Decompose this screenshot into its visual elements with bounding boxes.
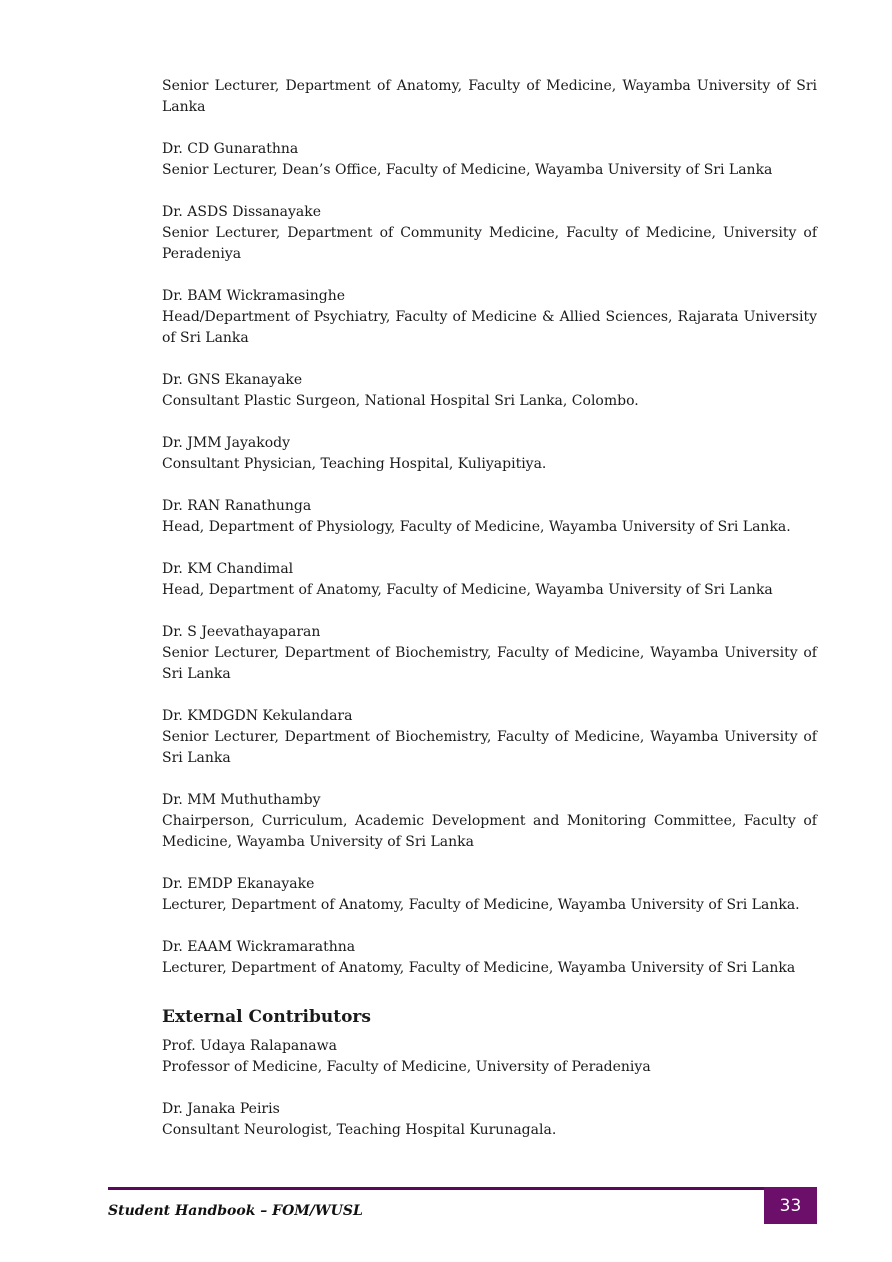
contributor-affiliation: Senior Lecturer, Dean’s Office, Faculty of Medicine, Wayamba University of Sri Lanka xyxy=(162,162,773,178)
contributor-entry xyxy=(162,286,817,349)
contributor-affiliation: Chairperson, Curriculum, Academic Development and Monitoring Committee, Faculty of Medicine, Wayamba University of Sri Lanka xyxy=(162,813,817,850)
page-content xyxy=(162,76,817,1162)
contributor-entry xyxy=(162,433,817,475)
contributor-name: Dr. KMDGDN Kekulandara xyxy=(162,708,353,724)
contributor-entry xyxy=(162,622,817,685)
contributor-entry xyxy=(162,874,817,916)
contributor-name: Dr. S Jeevathayaparan xyxy=(162,624,321,640)
contributor-entry xyxy=(162,937,817,979)
contributor-affiliation: Lecturer, Department of Anatomy, Faculty of Medicine, Wayamba University of Sri Lanka xyxy=(162,960,796,976)
footer-rule xyxy=(108,1187,764,1190)
contributor-affiliation: Consultant Plastic Surgeon, National Hospital Sri Lanka, Colombo. xyxy=(162,393,639,409)
contributor-affiliation: Senior Lecturer, Department of Community Medicine, Faculty of Medicine, University of Peradeniya xyxy=(162,225,817,262)
contributor-name: Prof. Udaya Ralapanawa xyxy=(162,1038,337,1054)
footer-label: Student Handbook – FOM/WUSL xyxy=(108,1203,363,1219)
contributor-name: Dr. Janaka Peiris xyxy=(162,1101,280,1117)
contributor-name: Dr. EMDP Ekanayake xyxy=(162,876,315,892)
contributor-entry xyxy=(162,790,817,853)
contributor-name: Dr. ASDS Dissanayake xyxy=(162,204,322,220)
contributor-entry xyxy=(162,370,817,412)
contributor-entry xyxy=(162,706,817,769)
contributor-affiliation: Senior Lecturer, Department of Biochemistry, Faculty of Medicine, Wayamba University of Sri Lanka xyxy=(162,729,817,766)
contributor-name: Dr. GNS Ekanayake xyxy=(162,372,303,388)
contributor-affiliation: Head, Department of Anatomy, Faculty of Medicine, Wayamba University of Sri Lanka xyxy=(162,582,773,598)
contributor-entry xyxy=(162,496,817,538)
intro-affiliation: Senior Lecturer, Department of Anatomy, Faculty of Medicine, Wayamba University of Sri Lanka xyxy=(162,78,817,115)
contributor-entry xyxy=(162,559,817,601)
contributor-name: Dr. BAM Wickramasinghe xyxy=(162,288,346,304)
contributor-entry xyxy=(162,202,817,265)
external-contributor-entry xyxy=(162,1036,817,1078)
contributor-affiliation: Consultant Neurologist, Teaching Hospital Kurunagala. xyxy=(162,1122,557,1138)
contributor-affiliation: Head/Department of Psychiatry, Faculty of Medicine & Allied Sciences, Rajarata University of Sri Lanka xyxy=(162,309,817,346)
intro-entry xyxy=(162,76,817,118)
contributor-affiliation: Consultant Physician, Teaching Hospital, Kuliyapitiya. xyxy=(162,456,547,472)
contributor-name: Dr. CD Gunarathna xyxy=(162,141,299,157)
external-contributors-heading: External Contributors xyxy=(162,1007,371,1027)
contributor-affiliation: Lecturer, Department of Anatomy, Faculty of Medicine, Wayamba University of Sri Lanka. xyxy=(162,897,800,913)
contributor-entry xyxy=(162,139,817,181)
contributor-affiliation: Senior Lecturer, Department of Biochemistry, Faculty of Medicine, Wayamba University of Sri Lanka xyxy=(162,645,817,682)
contributor-name: Dr. MM Muthuthamby xyxy=(162,792,321,808)
contributor-name: Dr. RAN Ranathunga xyxy=(162,498,312,514)
contributor-affiliation: Professor of Medicine, Faculty of Medicine, University of Peradeniya xyxy=(162,1059,651,1075)
contributor-name: Dr. KM Chandimal xyxy=(162,561,294,577)
contributor-name: Dr. JMM Jayakody xyxy=(162,435,291,451)
external-contributor-entry xyxy=(162,1099,817,1141)
page-number-badge: 33 xyxy=(764,1187,817,1224)
contributor-name: Dr. EAAM Wickramarathna xyxy=(162,939,356,955)
contributor-affiliation: Head, Department of Physiology, Faculty of Medicine, Wayamba University of Sri Lanka. xyxy=(162,519,791,535)
